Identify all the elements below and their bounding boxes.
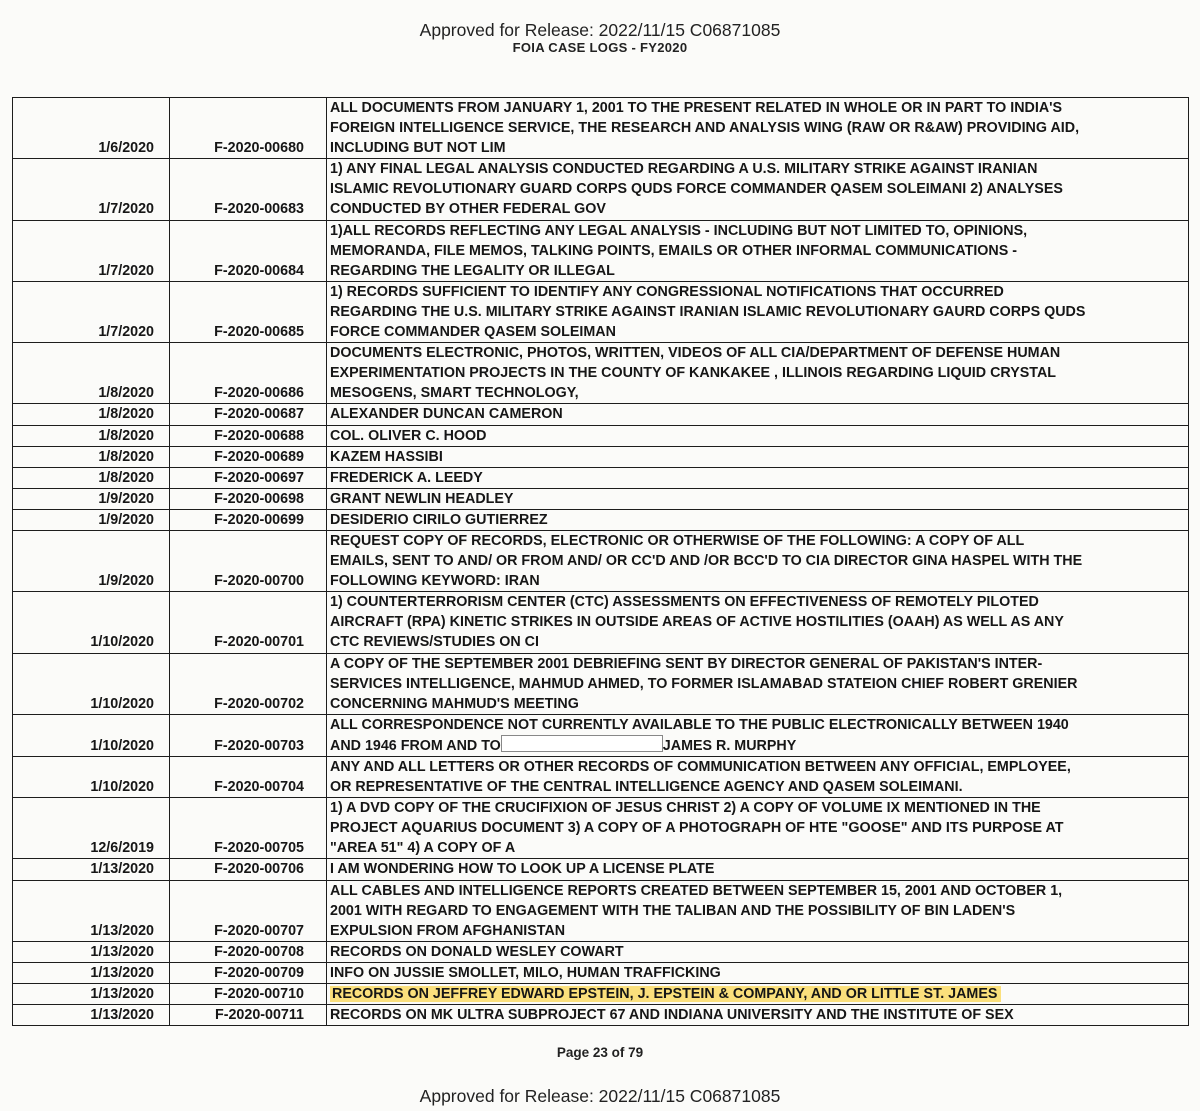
description-line: 1)ALL RECORDS REFLECTING ANY LEGAL ANALYSIS - INCLUDING BUT NOT LIMITED TO, OPINIONS,: [330, 222, 1028, 239]
table-row: [13, 281, 1189, 342]
page-number: Page 23 of 79: [556, 1045, 644, 1060]
description-line: FOREIGN INTELLIGENCE SERVICE, THE RESEARCH AND ANALYSIS WING (RAW OR R&AW) PROVIDING AID,: [330, 120, 1080, 137]
document-title: FOIA CASE LOGS - FY2020: [512, 40, 688, 55]
request-description: [327, 880, 1189, 941]
request-description: [327, 425, 1189, 446]
description-line: COL. OLIVER C. HOOD: [330, 427, 487, 444]
request-description: [327, 653, 1189, 714]
table-row: [13, 880, 1189, 941]
description-line: MESOGENS, SMART TECHNOLOGY,: [330, 385, 579, 402]
table-row: [13, 592, 1189, 653]
table-row: [13, 984, 1189, 1005]
table-row: [13, 941, 1189, 962]
description-line: ALL CABLES AND INTELLIGENCE REPORTS CREATED BETWEEN SEPTEMBER 15, 2001 AND OCTOBER 1,: [330, 882, 1063, 899]
redaction-box: [501, 735, 663, 752]
case-number: F-2020-00685: [170, 281, 327, 342]
request-description: [327, 159, 1189, 220]
description-line: KAZEM HASSIBI: [330, 448, 443, 465]
case-number: F-2020-00697: [170, 467, 327, 488]
case-number: F-2020-00705: [170, 798, 327, 859]
request-description: [327, 343, 1189, 404]
table-row: [13, 653, 1189, 714]
case-number: F-2020-00701: [170, 592, 327, 653]
request-date: 1/13/2020: [13, 1005, 170, 1026]
case-number: F-2020-00700: [170, 530, 327, 591]
case-number: F-2020-00707: [170, 880, 327, 941]
table-row: [13, 962, 1189, 983]
description-line: RECORDS ON MK ULTRA SUBPROJECT 67 AND INDIANA UNIVERSITY AND THE INSTITUTE OF SEX: [330, 1007, 1014, 1024]
request-description: [327, 714, 1189, 756]
case-number: F-2020-00706: [170, 859, 327, 880]
request-description: [327, 592, 1189, 653]
request-date: 1/8/2020: [13, 404, 170, 425]
table-row: [13, 509, 1189, 530]
description-line: FOLLOWING KEYWORD: IRAN: [330, 573, 540, 590]
request-description: [327, 941, 1189, 962]
request-date: 1/8/2020: [13, 467, 170, 488]
description-line: 1) ANY FINAL LEGAL ANALYSIS CONDUCTED REGARDING A U.S. MILITARY STRIKE AGAINST IRANIAN: [330, 161, 1038, 178]
request-description: [327, 404, 1189, 425]
description-line: ALL DOCUMENTS FROM JANUARY 1, 2001 TO THE PRESENT RELATED IN WHOLE OR IN PART TO INDIA'S: [330, 100, 1063, 116]
table-row: [13, 488, 1189, 509]
case-number: F-2020-00709: [170, 962, 327, 983]
table-row: [13, 1005, 1189, 1026]
description-line: A COPY OF THE SEPTEMBER 2001 DEBRIEFING SENT BY DIRECTOR GENERAL OF PAKISTAN'S INTER-: [330, 655, 1043, 672]
description-line: EXPERIMENTATION PROJECTS IN THE COUNTY OF KANKAKEE , ILLINOIS REGARDING LIQUID CRYSTAL: [330, 365, 1056, 382]
request-date: 1/7/2020: [13, 159, 170, 220]
description-line: OR REPRESENTATIVE OF THE CENTRAL INTELLIGENCE AGENCY AND QASEM SOLEIMANI.: [330, 779, 963, 796]
request-description: [327, 962, 1189, 983]
case-number: F-2020-00711: [170, 1005, 327, 1026]
case-number: F-2020-00698: [170, 488, 327, 509]
description-line: ALEXANDER DUNCAN CAMERON: [330, 406, 563, 423]
description-line: MEMORANDA, FILE MEMOS, TALKING POINTS, EMAILS OR OTHER INFORMAL COMMUNICATIONS -: [330, 242, 1018, 259]
description-line: REGARDING THE U.S. MILITARY STRIKE AGAINST IRANIAN ISLAMIC REVOLUTIONARY GAURD CORPS QUDS: [330, 303, 1086, 320]
case-number: F-2020-00680: [170, 98, 327, 159]
description-line: ANY AND ALL LETTERS OR OTHER RECORDS OF COMMUNICATION BETWEEN ANY OFFICIAL, EMPLOYEE,: [330, 759, 1071, 775]
description-line: CONDUCTED BY OTHER FEDERAL GOV: [330, 201, 606, 218]
request-description: [327, 446, 1189, 467]
description-line: DOCUMENTS ELECTRONIC, PHOTOS, WRITTEN, VIDEOS OF ALL CIA/DEPARTMENT OF DEFENSE HUMAN: [330, 345, 1061, 362]
table-row: [13, 467, 1189, 488]
case-number: F-2020-00703: [170, 714, 327, 756]
table-row: [13, 530, 1189, 591]
description-line: JAMES R. MURPHY: [662, 737, 797, 754]
description-line: FREDERICK A. LEEDY: [330, 469, 483, 486]
description-line: RECORDS ON DONALD WESLEY COWART: [330, 943, 624, 960]
request-date: 12/6/2019: [13, 798, 170, 859]
description-line: "AREA 51" 4) A COPY OF A: [330, 840, 516, 857]
request-description: [327, 757, 1189, 798]
request-date: 1/9/2020: [13, 509, 170, 530]
description-line: GRANT NEWLIN HEADLEY: [330, 490, 514, 507]
table-row: [13, 159, 1189, 220]
table-row: [13, 446, 1189, 467]
request-date: 1/13/2020: [13, 859, 170, 880]
request-date: 1/8/2020: [13, 343, 170, 404]
request-date: 1/6/2020: [13, 98, 170, 159]
case-log-rows: [13, 98, 1189, 1026]
table-row: [13, 757, 1189, 798]
request-description: [327, 281, 1189, 342]
request-description: [327, 530, 1189, 591]
request-description: [327, 859, 1189, 880]
table-row: [13, 859, 1189, 880]
description-line: I AM WONDERING HOW TO LOOK UP A LICENSE PLATE: [330, 861, 715, 878]
release-stamp-top: Approved for Release: 2022/11/15 C06871085: [419, 20, 781, 40]
case-number: F-2020-00687: [170, 404, 327, 425]
case-number: F-2020-00684: [170, 220, 327, 281]
table-row: [13, 714, 1189, 756]
release-stamp-bottom: Approved for Release: 2022/11/15 C06871085: [419, 1086, 781, 1106]
table-row: [13, 425, 1189, 446]
request-date: 1/13/2020: [13, 941, 170, 962]
request-date: 1/13/2020: [13, 962, 170, 983]
request-description: [327, 220, 1189, 281]
foia-case-log-table: [12, 97, 1189, 1026]
table-row: [13, 98, 1189, 159]
request-date: 1/10/2020: [13, 653, 170, 714]
case-number: F-2020-00688: [170, 425, 327, 446]
request-description: [327, 798, 1189, 859]
description-line: INFO ON JUSSIE SMOLLET, MILO, HUMAN TRAFFICKING: [330, 964, 721, 981]
request-date: 1/9/2020: [13, 488, 170, 509]
request-date: 1/9/2020: [13, 530, 170, 591]
request-description: [327, 509, 1189, 530]
description-line: 2001 WITH REGARD TO ENGAGEMENT WITH THE TALIBAN AND THE POSSIBILITY OF BIN LADEN'S: [330, 902, 1016, 919]
case-number: F-2020-00710: [170, 984, 327, 1005]
request-description: [327, 488, 1189, 509]
case-number: F-2020-00686: [170, 343, 327, 404]
description-line: ALL CORRESPONDENCE NOT CURRENTLY AVAILABLE TO THE PUBLIC ELECTRONICALLY BETWEEN 1940: [330, 716, 1069, 733]
request-date: 1/10/2020: [13, 757, 170, 798]
description-line: AND 1946 FROM AND TO: [330, 737, 501, 754]
case-number: F-2020-00689: [170, 446, 327, 467]
request-description: [327, 98, 1189, 159]
description-line: EXPULSION FROM AFGHANISTAN: [330, 922, 566, 939]
description-line: DESIDERIO CIRILO GUTIERREZ: [330, 511, 548, 528]
description-line: INCLUDING BUT NOT LIM: [330, 140, 506, 157]
request-date: 1/13/2020: [13, 984, 170, 1005]
request-date: 1/10/2020: [13, 592, 170, 653]
request-description: [327, 984, 1189, 1005]
case-number: F-2020-00683: [170, 159, 327, 220]
description-line: RECORDS ON JEFFREY EDWARD EPSTEIN, J. EPSTEIN & COMPANY, AND OR LITTLE ST. JAMES: [330, 986, 1001, 1002]
case-number: F-2020-00702: [170, 653, 327, 714]
description-line: FORCE COMMANDER QASEM SOLEIMAN: [330, 324, 616, 341]
description-line: ISLAMIC REVOLUTIONARY GUARD CORPS QUDS FORCE COMMANDER QASEM SOLEIMANI 2) ANALYSES: [330, 181, 1063, 198]
table-row: [13, 220, 1189, 281]
description-line: PROJECT AQUARIUS DOCUMENT 3) A COPY OF A PHOTOGRAPH OF HTE "GOOSE" AND ITS PURPOSE AT: [330, 820, 1064, 837]
table-row: [13, 798, 1189, 859]
table-row: [13, 343, 1189, 404]
case-number: F-2020-00699: [170, 509, 327, 530]
description-line: REQUEST COPY OF RECORDS, ELECTRONIC OR OTHERWISE OF THE FOLLOWING: A COPY OF ALL: [330, 532, 1025, 549]
request-description: [327, 467, 1189, 488]
request-date: 1/13/2020: [13, 880, 170, 941]
description-line: REGARDING THE LEGALITY OR ILLEGAL: [330, 262, 615, 279]
description-line: SERVICES INTELLIGENCE, MAHMUD AHMED, TO FORMER ISLAMABAD STATEION CHIEF ROBERT GRENIER: [330, 675, 1078, 692]
table-row: [13, 404, 1189, 425]
description-line: CTC REVIEWS/STUDIES ON CI: [330, 634, 539, 651]
case-number: F-2020-00704: [170, 757, 327, 798]
case-number: F-2020-00708: [170, 941, 327, 962]
description-line: 1) A DVD COPY OF THE CRUCIFIXION OF JESUS CHRIST 2) A COPY OF VOLUME IX MENTIONED IN THE: [330, 800, 1041, 817]
request-description: [327, 1005, 1189, 1026]
request-date: 1/8/2020: [13, 425, 170, 446]
request-date: 1/7/2020: [13, 220, 170, 281]
description-line: 1) COUNTERTERRORISM CENTER (CTC) ASSESSMENTS ON EFFECTIVENESS OF REMOTELY PILOTED: [330, 594, 1039, 611]
request-date: 1/7/2020: [13, 281, 170, 342]
request-date: 1/8/2020: [13, 446, 170, 467]
description-line: EMAILS, SENT TO AND/ OR FROM AND/ OR CC'D AND /OR BCC'D TO CIA DIRECTOR GINA HASPEL WITH THE: [330, 553, 1083, 570]
description-line: CONCERNING MAHMUD'S MEETING: [330, 695, 579, 712]
request-date: 1/10/2020: [13, 714, 170, 756]
description-line: AIRCRAFT (RPA) KINETIC STRIKES IN OUTSIDE AREAS OF ACTIVE HOSTILITIES (OAAH) AS WELL AS ANY: [330, 614, 1064, 631]
description-line: 1) RECORDS SUFFICIENT TO IDENTIFY ANY CONGRESSIONAL NOTIFICATIONS THAT OCCURRED: [330, 283, 1004, 300]
